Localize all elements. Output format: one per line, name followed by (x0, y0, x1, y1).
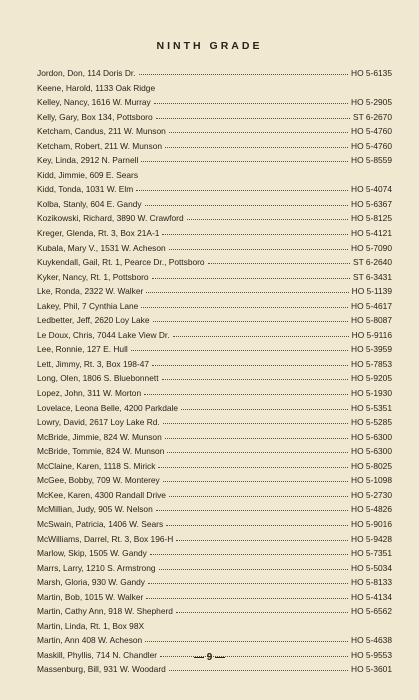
phone-number: HO 5-4121 (351, 228, 392, 239)
dot-leader (165, 437, 348, 439)
student-name-address: McSwain, Patricia, 1406 W. Sears (37, 518, 164, 529)
student-name-address: Kreger, Glenda, Rt. 3, Box 21A-1 (37, 228, 160, 239)
list-item (37, 563, 392, 578)
list-item (37, 199, 392, 214)
dot-leader (156, 117, 350, 119)
dot-leader (158, 466, 348, 468)
dot-leader (166, 524, 348, 526)
student-name-address: Kidd, Tonda, 1031 W. Elm (37, 184, 134, 195)
phone-number: HO 5-9553 (351, 649, 392, 660)
phone-number: HO 5-9016 (351, 518, 392, 529)
student-name-address: Martin, Ann 408 W. Acheson (37, 635, 143, 646)
list-item (37, 606, 392, 621)
page-number: — 9 — (193, 652, 226, 663)
phone-number: HO 5-4617 (351, 300, 392, 311)
dot-leader (165, 146, 348, 148)
dot-leader (139, 73, 349, 75)
phone-number: HO 5-3601 (351, 664, 392, 675)
student-name-address: Ketcham, Candus, 211 W. Munson (37, 126, 166, 137)
student-name-address: Marsh, Gloria, 930 W. Gandy (37, 577, 145, 588)
student-name-address: Kozikowski, Richard, 3890 W. Crawford (37, 213, 184, 224)
dot-leader (162, 378, 348, 380)
dot-leader (169, 669, 348, 671)
dot-leader (153, 320, 349, 322)
list-item (37, 432, 392, 447)
student-name-address: Kidd, Jimmie, 609 E. Sears (37, 169, 139, 180)
list-item (37, 403, 392, 418)
dot-leader (146, 291, 348, 293)
list-item (37, 83, 392, 98)
dot-leader (136, 189, 348, 191)
student-name-address: Key, Linda, 2912 N. Parnell (37, 155, 139, 166)
dot-leader (154, 102, 348, 104)
student-name-address: Ketcham, Robert, 211 W. Munson (37, 140, 163, 151)
phone-number: HO 5-6367 (351, 198, 392, 209)
student-name-address: Lowry, David, 2617 Loy Lake Rd. (37, 417, 160, 428)
list-item (37, 461, 392, 476)
phone-number: ST 6-2640 (353, 257, 392, 268)
list-item (37, 257, 392, 272)
list-item (37, 155, 392, 170)
student-name-address: Kolba, Stanly, 604 E. Gandy (37, 198, 142, 209)
phone-number: HO 5-7090 (351, 242, 392, 253)
list-item (37, 592, 392, 607)
phone-number: HO 5-9116 (351, 329, 392, 340)
phone-number: HO 5-5351 (351, 402, 392, 413)
phone-number: HO 5-2730 (351, 489, 392, 500)
student-name-address: Martin, Cathy Ann, 918 W. Shepherd (37, 606, 173, 617)
student-name-address: McGee, Bobby, 709 W. Monterey (37, 475, 160, 486)
list-item (37, 635, 392, 650)
phone-number: HO 5-4134 (351, 591, 392, 602)
student-name-address: McBride, Jimmie, 824 W. Munson (37, 431, 162, 442)
list-item (37, 330, 392, 345)
student-name-address: Maskill, Phyllis, 714 N. Chandler (37, 649, 158, 660)
student-name-address: Kubala, Mary V., 1531 W. Acheson (37, 242, 166, 253)
list-item (37, 184, 392, 199)
dot-leader (147, 627, 389, 628)
student-name-address: Massenburg, Bill, 931 W. Woodard (37, 664, 166, 675)
phone-number: HO 5-5285 (351, 417, 392, 428)
phone-number: HO 5-4760 (351, 140, 392, 151)
dot-leader (163, 480, 348, 482)
student-name-address: Martin, Linda, Rt. 1, Box 98X (37, 620, 145, 631)
student-name-address: Marrs, Larry, 1210 S. Armstrong (37, 562, 156, 573)
phone-number: HO 5-8087 (351, 315, 392, 326)
student-name-address: Lke, Ronda, 2322 W. Walker (37, 286, 144, 297)
list-item (37, 504, 392, 519)
page-heading: NINTH GRADE (156, 40, 263, 52)
dot-leader (208, 262, 350, 264)
list-item (37, 519, 392, 534)
dot-leader (167, 451, 348, 453)
student-name-address: Lovelace, Leona Belle, 4200 Parkdale (37, 402, 179, 413)
student-name-address: McKee, Karen, 4300 Randall Drive (37, 489, 166, 500)
list-item (37, 112, 392, 127)
list-item (37, 490, 392, 505)
student-name-address: Lee, Ronnie, 127 E. Hull (37, 344, 128, 355)
student-name-address: Kelley, Nancy, 1616 W. Murray (37, 97, 151, 108)
list-item (37, 97, 392, 112)
dot-leader (144, 393, 348, 395)
student-name-address: Lakey, Phil, 7 Cynthia Lane (37, 300, 139, 311)
phone-number: HO 5-1098 (351, 475, 392, 486)
dot-leader (152, 277, 350, 279)
dot-leader (150, 553, 348, 555)
dot-leader (169, 248, 348, 250)
student-name-address: McClaine, Karen, 1118 S. Mirick (37, 460, 156, 471)
dot-leader (169, 131, 348, 133)
list-item (37, 301, 392, 316)
phone-number: HO 5-4826 (351, 504, 392, 515)
phone-number: HO 5-6135 (351, 68, 392, 78)
phone-number: HO 5-8025 (351, 460, 392, 471)
list-item (37, 548, 392, 563)
dot-leader (173, 335, 349, 337)
list-item (37, 417, 392, 432)
phone-number: HO 5-3959 (351, 344, 392, 355)
phone-number: HO 5-5034 (351, 562, 392, 573)
phone-number: HO 5-8125 (351, 213, 392, 224)
phone-number: HO 5-4760 (351, 126, 392, 137)
dot-leader (146, 597, 348, 599)
list-item (37, 577, 392, 592)
dot-leader (141, 306, 348, 308)
list-item (37, 126, 392, 141)
student-name-address: Ledbetter, Jeff, 2620 Loy Lake (37, 315, 150, 326)
list-item (37, 213, 392, 228)
dot-leader (162, 233, 348, 235)
student-name-address: Kelly, Gary, Box 134, Pottsboro (37, 111, 153, 122)
student-name-address: Le Doux, Chris, 7044 Lake View Dr. (37, 329, 170, 340)
phone-number: HO 5-4074 (351, 184, 392, 195)
student-name-address: Kuykendall, Gail, Rt. 1, Pearce Dr., Pottsboro (37, 257, 205, 268)
list-item (37, 621, 392, 636)
dot-leader (141, 160, 348, 162)
phone-number: HO 5-6300 (351, 431, 392, 442)
list-item (37, 286, 392, 301)
list-item (37, 272, 392, 287)
phone-number: ST 6-3431 (353, 271, 392, 282)
list-item (37, 315, 392, 330)
student-name-address: Kyker, Nancy, Rt. 1, Pottsboro (37, 271, 149, 282)
dot-leader (148, 582, 348, 584)
phone-number: HO 5-8559 (351, 155, 392, 166)
dot-leader (169, 495, 348, 497)
phone-number: HO 5-9205 (351, 373, 392, 384)
student-name-address: Lopez, John, 311 W. Morton (37, 388, 142, 399)
student-name-address: McBride, Tommie, 824 W. Munson (37, 446, 165, 457)
student-name-address: Martin, Bob, 1015 W. Walker (37, 591, 144, 602)
list-item (37, 344, 392, 359)
student-name-address: Long, Olen, 1806 S. Bluebonnett (37, 373, 159, 384)
dot-leader (158, 89, 389, 90)
dot-leader (181, 408, 348, 410)
phone-number: HO 5-1139 (351, 286, 392, 297)
dot-leader (131, 349, 348, 351)
phone-number: HO 5-7853 (351, 358, 392, 369)
dot-leader (163, 422, 348, 424)
phone-number: ST 6-2670 (353, 111, 392, 122)
phone-number: HO 5-1930 (351, 388, 392, 399)
phone-number: HO 5-4638 (351, 635, 392, 646)
list-item (37, 475, 392, 490)
dot-leader (145, 640, 348, 642)
student-name-address: Marlow, Skip, 1505 W. Gandy (37, 548, 147, 559)
dot-leader (187, 218, 348, 220)
list-item (37, 141, 392, 156)
student-list (37, 68, 392, 679)
student-name-address: Lett, Jimmy, Rt. 3, Box 198-47 (37, 358, 150, 369)
list-item (37, 534, 392, 549)
dot-leader (156, 509, 348, 511)
phone-number: HO 5-8133 (351, 577, 392, 588)
phone-number: HO 5-6562 (351, 606, 392, 617)
list-item (37, 243, 392, 258)
student-name-address: Keene, Harold, 1133 Oak Ridge (37, 82, 156, 93)
dot-leader (145, 204, 348, 206)
list-item (37, 388, 392, 403)
list-item (37, 170, 392, 185)
list-item (37, 664, 392, 679)
dot-leader (141, 176, 389, 177)
list-item (37, 373, 392, 388)
phone-number: HO 5-2905 (351, 97, 392, 108)
dot-leader (152, 364, 348, 366)
list-item (37, 359, 392, 374)
student-name-address: Jordon, Don, 114 Doris Dr. (37, 68, 136, 78)
dot-leader (176, 539, 348, 541)
list-item (37, 68, 392, 83)
phone-number: HO 5-9428 (351, 533, 392, 544)
list-item (37, 446, 392, 461)
phone-number: HO 5-6300 (351, 446, 392, 457)
phone-number: HO 5-7351 (351, 548, 392, 559)
student-name-address: McMillian, Judy, 905 W. Nelson (37, 504, 153, 515)
dot-leader (159, 568, 349, 570)
list-item (37, 228, 392, 243)
student-name-address: McWilliams, Darrel, Rt. 3, Box 196-H (37, 533, 174, 544)
dot-leader (176, 611, 348, 613)
